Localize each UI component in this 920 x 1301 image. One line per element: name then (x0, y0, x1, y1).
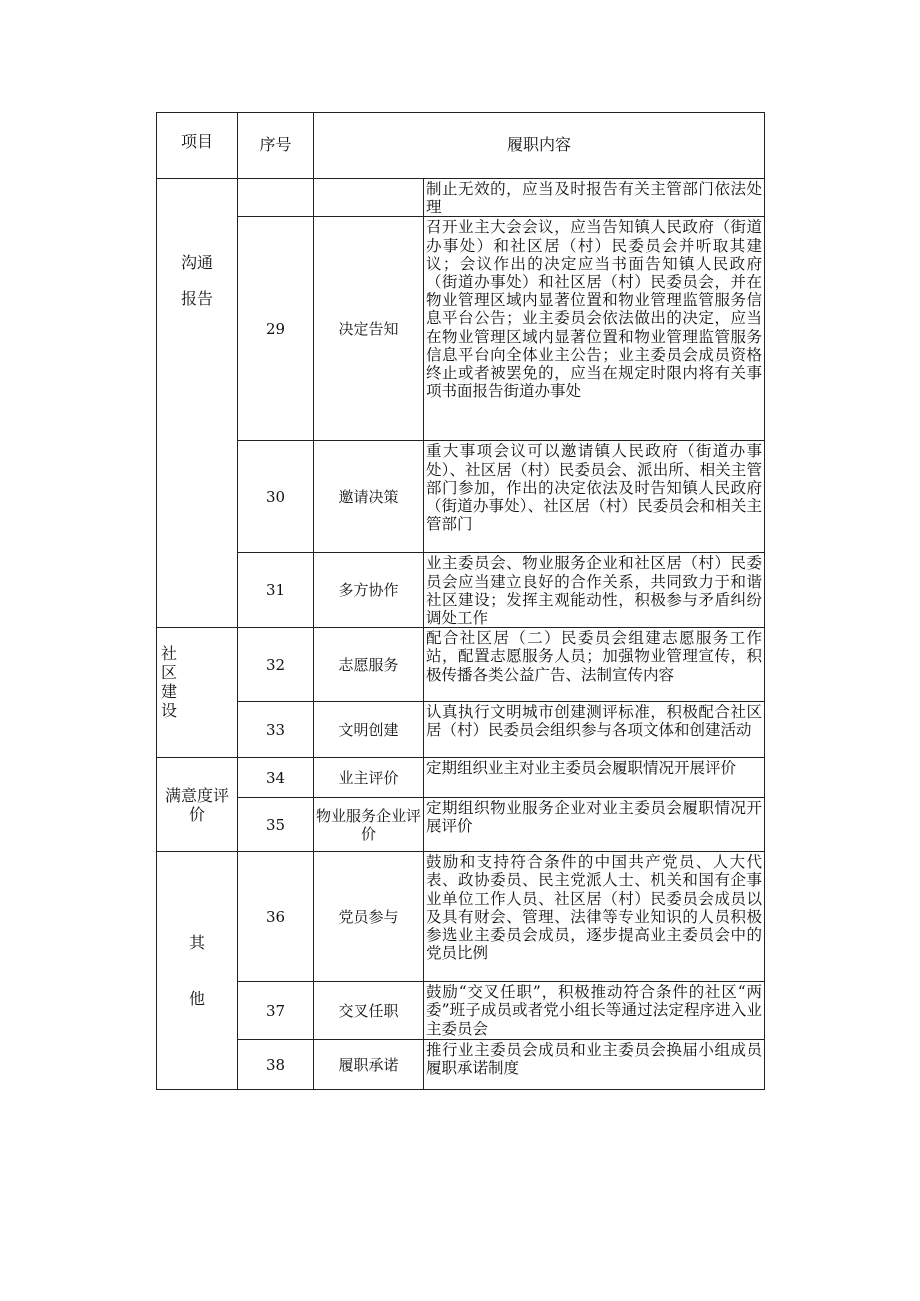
category-satisfaction-line1: 满意度评 (164, 785, 229, 805)
table-row (157, 758, 765, 798)
table-row (157, 179, 765, 217)
row-name: 交叉任职 (314, 982, 424, 1040)
row-content: 业主委员会、物业服务企业和社区居（村）民委员会应当建立良好的合作关系，共同致力于和谐社区建设；发挥主观能动性，积极参与矛盾纠纷调处工作 (424, 553, 765, 628)
row-name: 履职承诺 (314, 1040, 424, 1090)
row-number: 32 (238, 628, 314, 702)
row-name: 邀请决策 (314, 441, 424, 553)
category-community (157, 628, 238, 758)
table-row (157, 217, 765, 441)
row-number: 30 (238, 441, 314, 553)
row-content: 重大事项会议可以邀请镇人民政府（街道办事处）、社区居（村）民委员会、派出所、相关主管部门参加，作出的决定依法及时告知镇人民政府（街道办事处）、社区居（村）民委员会和相关主管部门 (424, 441, 765, 553)
category-other-line1: 其 (188, 932, 205, 952)
row-name: 志愿服务 (314, 628, 424, 702)
header-content: 履职内容 (314, 113, 765, 179)
table-row (157, 553, 765, 628)
row-content: 定期组织物业服务企业对业主委员会履职情况开展评价 (424, 798, 765, 852)
row-name: 物业服务企业评价 (314, 798, 424, 852)
row-name: 业主评价 (314, 758, 424, 798)
category-other-line2: 他 (188, 988, 205, 1008)
category-community-char: 社 (161, 644, 178, 664)
duty-table (156, 112, 765, 1090)
category-other (157, 852, 238, 1090)
table-header-row (157, 113, 765, 179)
row-content: 推行业主委员会成员和业主委员会换届小组成员履职承诺制度 (424, 1040, 765, 1090)
row-content: 配合社区居（二）民委员会组建志愿服务工作站，配置志愿服务人员；加强物业管理宣传，积极传播各类公益广告、法制宣传内容 (424, 628, 765, 702)
row-name (314, 179, 424, 217)
row-number (238, 179, 314, 217)
row-name: 决定告知 (314, 217, 424, 441)
row-number: 36 (238, 852, 314, 982)
category-communication-line2: 报告 (180, 289, 213, 308)
category-communication-line1: 沟通 (180, 253, 213, 272)
table-row (157, 441, 765, 553)
category-community-char: 区 (161, 663, 178, 683)
table-row (157, 982, 765, 1040)
row-number: 34 (238, 758, 314, 798)
table-row (157, 628, 765, 702)
row-content: 制止无效的，应当及时报告有关主管部门依法处理 (424, 179, 765, 217)
row-content: 定期组织业主对业主委员会履职情况开展评价 (424, 758, 765, 798)
header-category: 项目 (157, 113, 238, 179)
row-number: 38 (238, 1040, 314, 1090)
category-satisfaction-line2: 价 (188, 804, 205, 824)
row-name: 党员参与 (314, 852, 424, 982)
category-satisfaction (157, 758, 238, 852)
table-row (157, 798, 765, 852)
row-content: 认真执行文明城市创建测评标准，积极配合社区居（村）民委员会组织参与各项文体和创建活动 (424, 702, 765, 758)
row-number: 35 (238, 798, 314, 852)
row-number: 29 (238, 217, 314, 441)
row-content: 鼓励和支持符合条件的中国共产党员、人大代表、政协委员、民主党派人士、机关和国有企事业单位工作人员、社区居（村）民委员会成员以及具有财会、管理、法律等专业知识的人员积极参选业主委员会成员，逐步提高业主委员会中的党员比例 (424, 852, 765, 982)
table-row (157, 702, 765, 758)
row-content: 鼓励“交叉任职”，积极推动符合条件的社区“两委”班子成员或者党小组长等通过法定程序进入业主委员会 (424, 982, 765, 1040)
row-content: 召开业主大会会议，应当告知镇人民政府（街道办事处）和社区居（村）民委员会并听取其建议；会议作出的决定应当书面告知镇人民政府（街道办事处）和社区居（村）民委员会，并在物业管理区域内显著位置和物业管理监管服务信息平台公告；业主委员会依法做出的决定，应当在物业管理区域内显著位置和物业管理监管服务信息平台向全体业主公告；业主委员会成员资格终止或者被罢免的，应当在规定时限内将有关事项书面报告街道办事处 (424, 217, 765, 441)
table-row (157, 1040, 765, 1090)
row-name: 多方协作 (314, 553, 424, 628)
row-number: 33 (238, 702, 314, 758)
table-row (157, 852, 765, 982)
category-community-char: 建 (161, 682, 178, 702)
duty-table-page (156, 112, 764, 1090)
category-community-char: 设 (161, 701, 178, 721)
row-name: 文明创建 (314, 702, 424, 758)
row-number: 37 (238, 982, 314, 1040)
header-number: 序号 (238, 113, 314, 179)
row-number: 31 (238, 553, 314, 628)
category-communication (157, 179, 238, 628)
